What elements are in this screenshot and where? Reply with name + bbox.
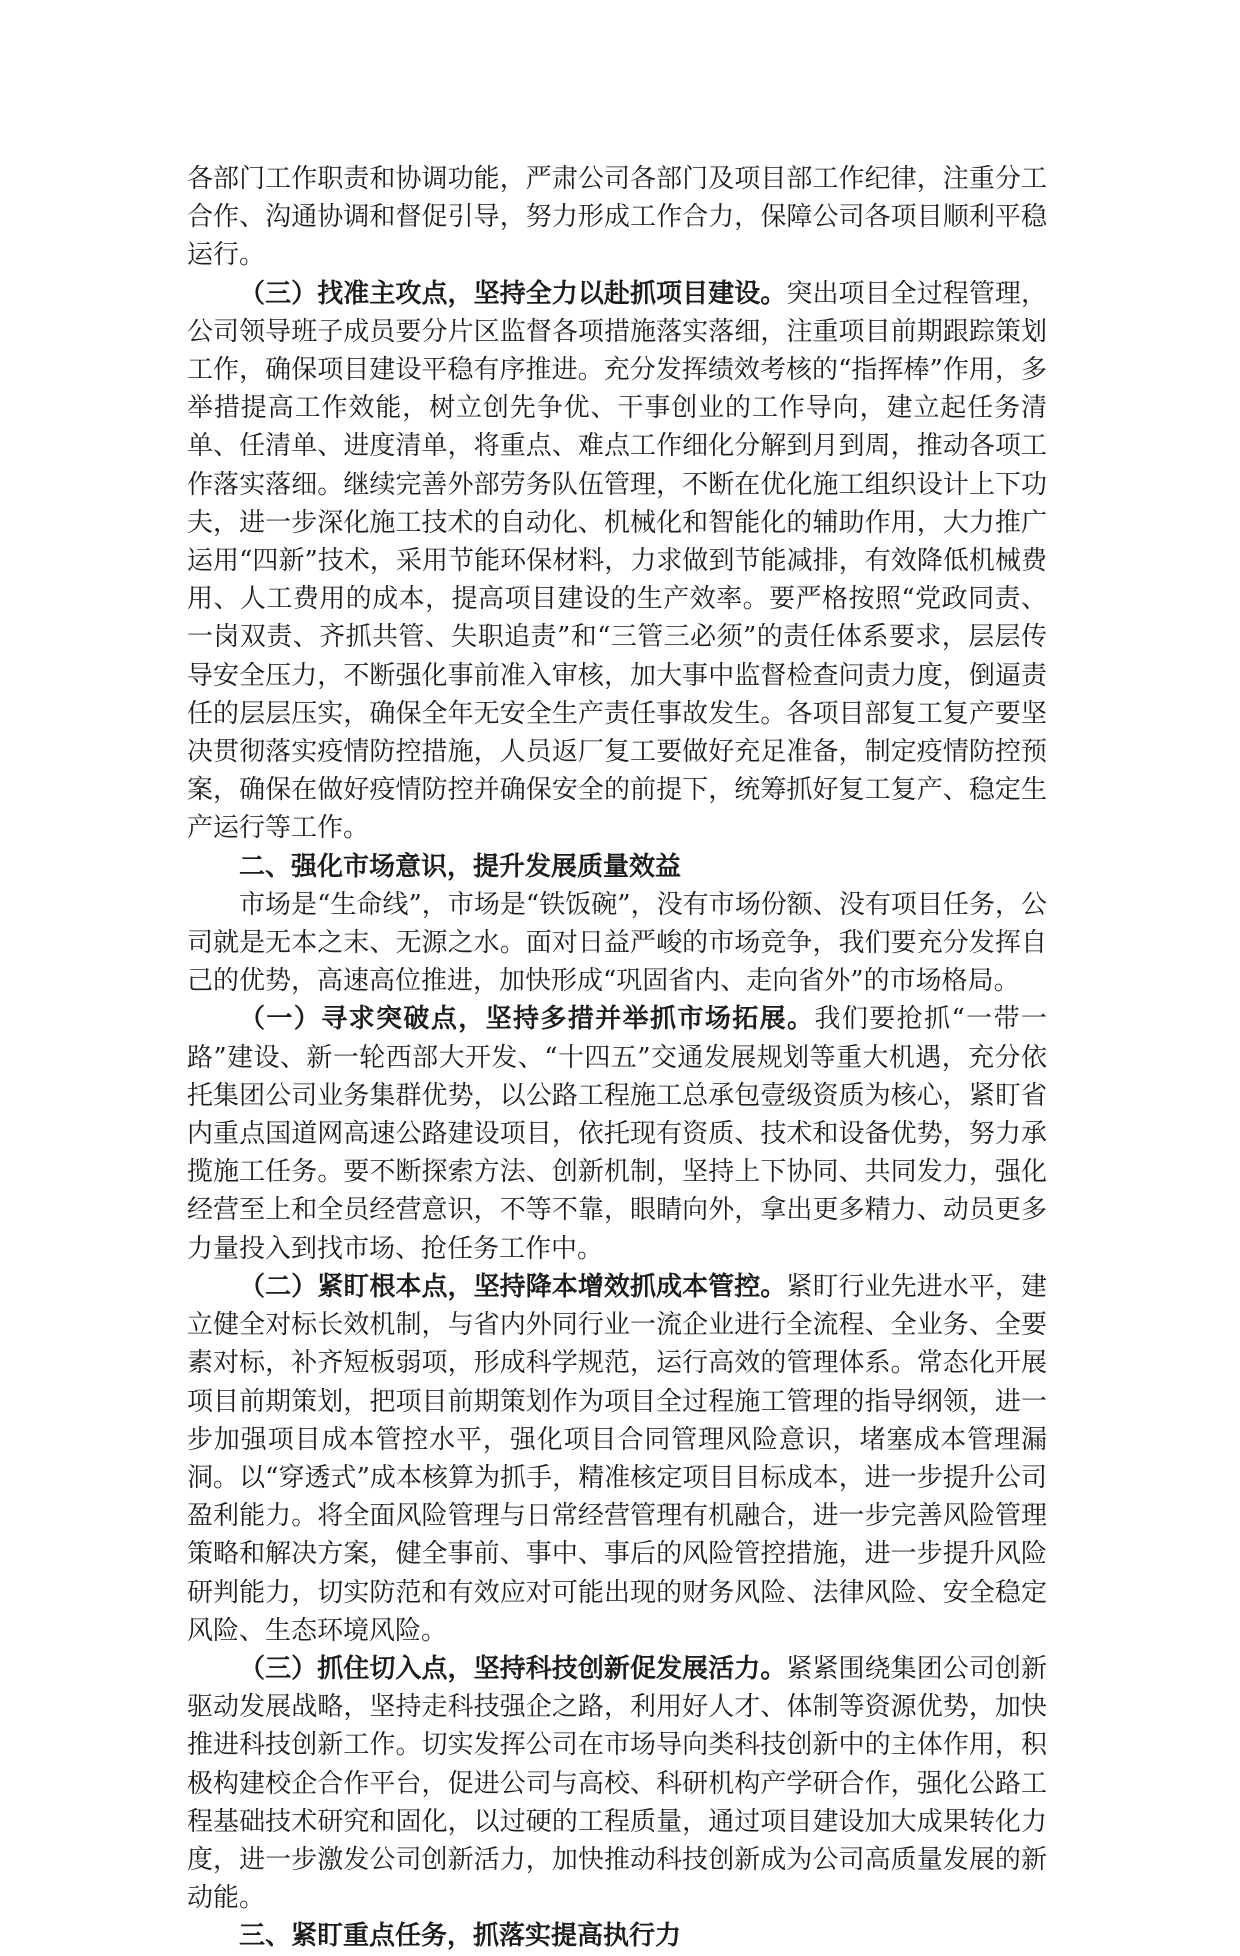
paragraph-lead: （二）紧盯根本点，坚持降本增效抓成本管控。 [239,1271,787,1302]
paragraph-text: 紧盯行业先进水平，建立健全对标长效机制，与省内外同行业一流企业进行全流程、全业务、全要素对标，补齐短板弱项，形成科学规范，运行高效的管理体系。常态化开展项目前期策划，把项目前期策划作为项目全过程施工管理的指导纲领，进一步加强项目成本管控水平，强化项目合同管理风险意识，堵塞成本管理漏洞。以“穿透式”成本核算为抓手，精准核定项目目标成本，进一步提升公司盈利能力。将全面风险管理与日常经营管理有机融合，进一步完善风险管理策略和解决方案，健全事前、事中、事后的风险管控措施，进一步提升风险研判能力，切实防范和有效应对可能出现的财务风险、法律风险、安全稳定风险、生态环境风险。 [187,1271,1047,1646]
paragraph-text: 我们要抢抓“一带一路”建设、新一轮西部大开发、“十四五”交通发展规划等重大机遇，充分依托集团公司业务集群优势，以公路工程施工总承包壹级资质为核心，紧盯省内重点国道网高速公路建设项目，依托现有资质、技术和设备优势，努力承揽施工任务。要不断探索方法、创新机制，坚持上下协同、共同发力，强化经营至上和全员经营意识，不等不靠，眼睛向外，拿出更多精力、动员更多力量投入到找市场、抢任务工作中。 [187,1004,1047,1264]
paragraph-lead: （一）寻求突破点，坚持多措并举抓市场拓展。 [239,1004,815,1035]
paragraph-market-intro [187,886,1047,1001]
paragraph-text: 各部门工作职责和协调功能，严肃公司各部门及项目部工作纪律，注重分工合作、沟通协调和督促引导，努力形成工作合力，保障公司各项目顺利平稳运行。 [187,164,1047,271]
paragraph-project-construction [187,275,1047,848]
paragraph-text: 突出项目全过程管理，公司领导班子成员要分片区监督各项措施落实落细，注重项目前期跟踪策划工作，确保项目建设平稳有序推进。充分发挥绩效考核的“指挥棒”作用，多举措提高工作效能，树立创先争优、干事创业的工作导向，建立起任务清单、任清单、进度清单，将重点、难点工作细化分解到月到周，推动各项工作落实落细。继续完善外部劳务队伍管理，不断在优化施工组织设计上下功夫，进一步深化施工技术的自动化、机械化和智能化的辅助作用，大力推广运用“四新”技术，采用节能环保材料，力求做到节能减排，有效降低机械费用、人工费用的成本，提高项目建设的生产效率。要严格按照“党政同责、一岗双责、齐抓共管、失职追责”和“三管三必须”的责任体系要求，层层传导安全压力，不断强化事前准入审核，加大事中监督检查问责力度，倒逼责任的层层压实，确保全年无安全生产责任事故发生。各项目部复工复产要坚决贯彻落实疫情防控措施，人员返厂复工要做好充足准备，制定疫情防控预案，确保在做好疫情防控并确保安全的前提下，统筹抓好复工复产、稳定生产运行等工作。 [187,278,1047,844]
section-heading-3: 三、紧盯重点任务，抓落实提高执行力 [239,1921,682,1952]
paragraph-lead: （三）找准主攻点，坚持全力以赴抓项目建设。 [239,278,787,309]
paragraph-lead: （三）抓住切入点，坚持科技创新促发展活力。 [239,1653,787,1684]
paragraph-text: 紧紧围绕集团公司创新驱动发展战略，坚持走科技强企之路，利用好人才、体制等资源优势，加快推进科技创新工作。切实发挥公司在市场导向类科技创新中的主体作用，积极构建校企合作平台，促进公司与高校、科研机构产学研合作，强化公路工程基础技术研究和固化，以过硬的工程质量，通过项目建设加大成果转化力度，进一步激发公司创新活力，加快推动科技创新成为公司高质量发展的新动能。 [187,1653,1047,1914]
paragraph-market-expansion [187,1000,1047,1267]
document-page [187,160,1047,1956]
section-heading-2: 二、强化市场意识，提升发展质量效益 [239,851,682,882]
paragraph-tech-innovation [187,1650,1047,1917]
paragraph-cost-control [187,1268,1047,1650]
paragraph-text: 市场是“生命线”，市场是“铁饭碗”，没有市场份额、没有项目任务，公司就是无本之末、无源之水。面对日益严峻的市场竞争，我们要充分发挥自己的优势，高速高位推进，加快形成“巩固省内、走向省外”的市场格局。 [187,889,1047,997]
paragraph-continued [187,160,1047,275]
